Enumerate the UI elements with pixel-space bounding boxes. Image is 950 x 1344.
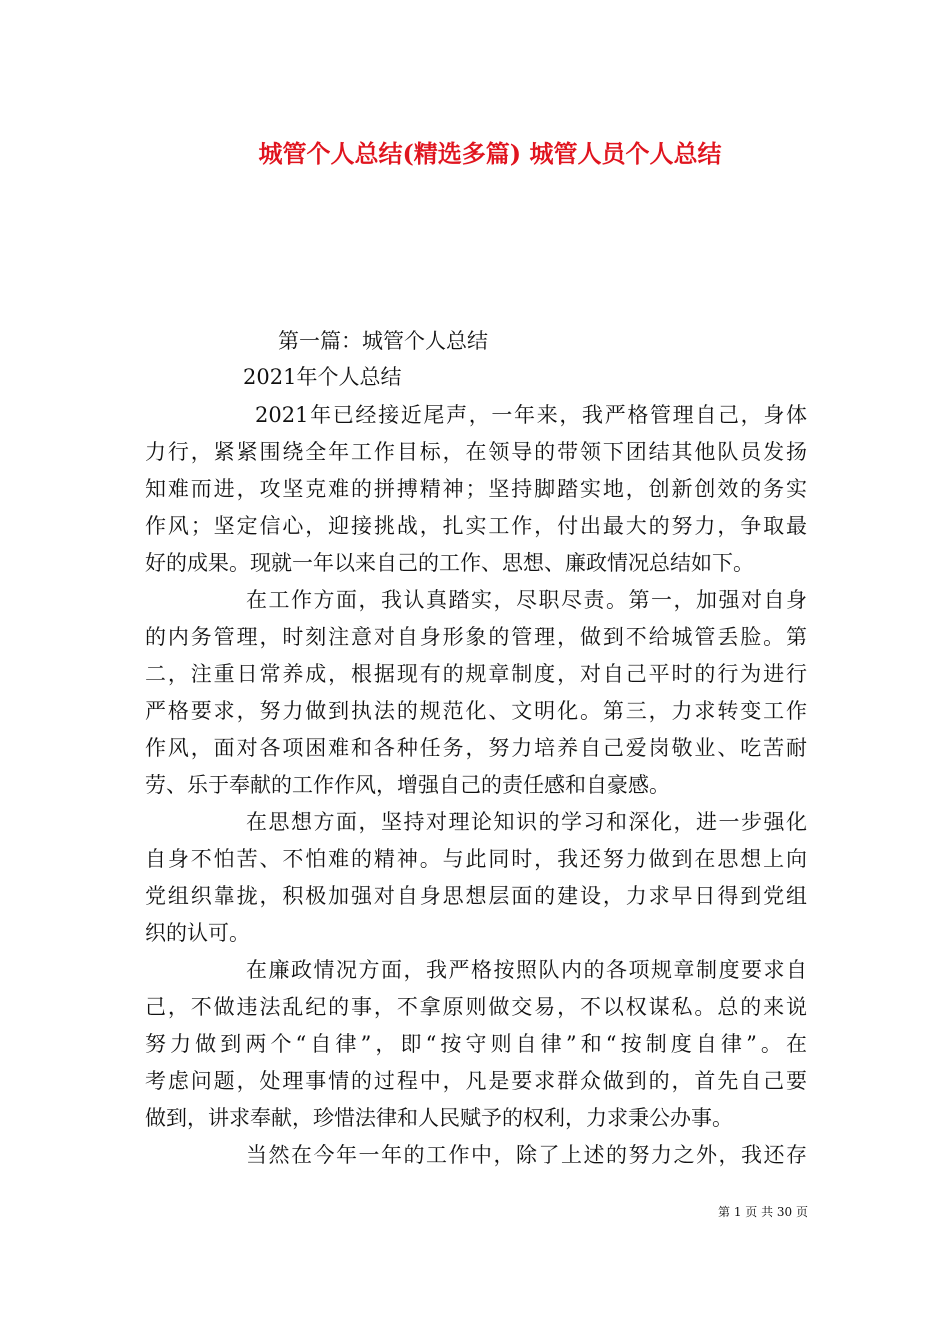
body-line: 努力做到两个“自律”，即“按守则自律”和“按制度自律”。在 — [145, 1032, 807, 1056]
document-title: 城管个人总结(精选多篇) 城管人员个人总结 — [258, 139, 722, 168]
page-footer: 第 1 页 共 30 页 — [718, 1205, 808, 1219]
body-line: 2021年已经接近尾声，一年来，我严格管理自己，身体 — [255, 403, 807, 427]
section-heading: 第一篇：城管个人总结 — [278, 329, 488, 353]
body-line: 当然在今年一年的工作中，除了上述的努力之外，我还存 — [246, 1143, 807, 1167]
body-line: 党组织靠拢，积极加强对自身思想层面的建设，力求早日得到党组 — [145, 884, 807, 908]
body-line: 考虑问题，处理事情的过程中，凡是要求群众做到的，首先自己要 — [145, 1069, 807, 1093]
body-line: 严格要求，努力做到执法的规范化、文明化。第三，力求转变工作 — [145, 699, 807, 723]
body-line: 己，不做违法乱纪的事，不拿原则做交易，不以权谋私。总的来说 — [145, 995, 807, 1019]
body-line: 自身不怕苦、不怕难的精神。与此同时，我还努力做到在思想上向 — [145, 847, 807, 871]
body-line: 力行，紧紧围绕全年工作目标，在领导的带领下团结其他队员发扬 — [145, 440, 807, 464]
body-line: 在工作方面，我认真踏实，尽职尽责。第一，加强对自身 — [246, 588, 807, 612]
subheading: 2021年个人总结 — [243, 365, 402, 389]
body-line: 织的认可。 — [145, 921, 250, 945]
body-line: 作风，面对各项困难和各种任务，努力培养自己爱岗敬业、吃苦耐 — [145, 736, 807, 760]
body-line: 好的成果。现就一年以来自己的工作、思想、廉政情况总结如下。 — [145, 551, 754, 575]
body-line: 作风；坚定信心，迎接挑战，扎实工作，付出最大的努力，争取最 — [145, 514, 807, 538]
body-line: 知难而进，攻坚克难的拼搏精神；坚持脚踏实地，创新创效的务实 — [145, 477, 807, 501]
body-line: 在思想方面，坚持对理论知识的学习和深化，进一步强化 — [246, 810, 807, 834]
body-line: 做到，讲求奉献，珍惜法律和人民赋予的权利，力求秉公办事。 — [145, 1106, 733, 1130]
body-line: 在廉政情况方面，我严格按照队内的各项规章制度要求自 — [246, 958, 807, 982]
body-line: 二，注重日常养成，根据现有的规章制度，对自己平时的行为进行 — [145, 662, 807, 686]
body-line: 的内务管理，时刻注意对自身形象的管理，做到不给城管丢脸。第 — [145, 625, 807, 649]
body-line: 劳、乐于奉献的工作作风，增强自己的责任感和自豪感。 — [145, 773, 670, 797]
